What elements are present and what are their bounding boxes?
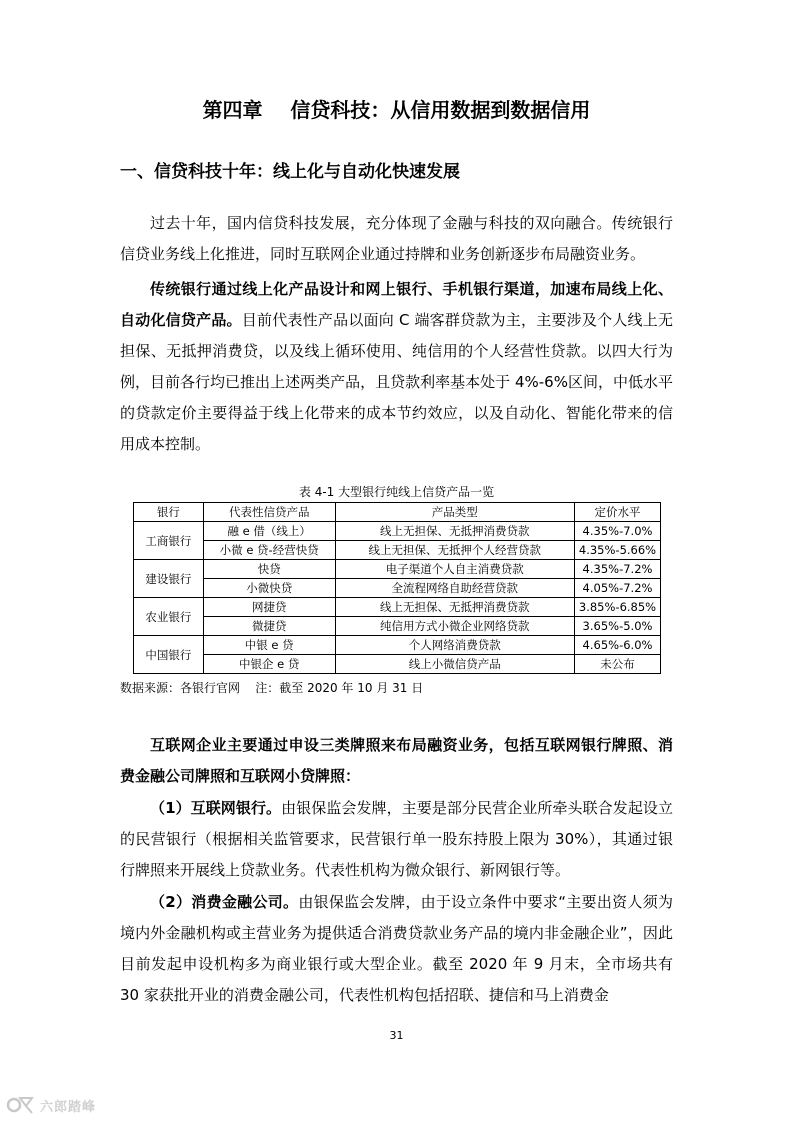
paragraph-traditional-banks xyxy=(120,274,673,460)
page-number: 31 xyxy=(389,1029,404,1042)
watermark-text: 六郎踏峰 xyxy=(40,1099,97,1115)
table-row xyxy=(134,560,661,579)
price-cell: 4.05%-7.2% xyxy=(575,579,661,598)
type-cell: 线上无担保、无抵押个人经营贷款 xyxy=(335,541,574,560)
bank-cell: 工商银行 xyxy=(134,522,204,560)
product-cell: 快贷 xyxy=(203,560,335,579)
type-cell: 纯信用方式小微企业网络贷款 xyxy=(335,617,574,636)
chapter-title: 第四章 信贷科技：从信用数据到数据信用 xyxy=(202,98,591,122)
product-cell: 小微快贷 xyxy=(203,579,335,598)
paragraph-consumer-finance-body: 由银保监会发牌，由于设立条件中要求“主要出资人须为境内外金融机构或主营业务为提供适合消费贷款业务产品的境内非金融企业”，因此目前发起申设机构多为商业银行或大型企业。截至 2020 年 9 月末，全市场共有 30 家获批开业的消费金融公司，代表性机构包括招联、捷信和马上消费金 xyxy=(120,893,673,1004)
table-row xyxy=(134,617,661,636)
paragraph-internet-bank xyxy=(120,793,673,886)
product-cell: 融 e 借（线上） xyxy=(203,522,335,541)
table-row xyxy=(134,522,661,541)
type-cell: 线上小微信贷产品 xyxy=(335,655,574,674)
product-cell: 网捷贷 xyxy=(203,598,335,617)
table-source-note: 数据来源：各银行官网 注：截至 2020 年 10 月 31 日 xyxy=(120,681,424,695)
table-row xyxy=(134,579,661,598)
type-cell: 线上无担保、无抵押消费贷款 xyxy=(335,522,574,541)
bank-cell: 中国银行 xyxy=(134,636,204,674)
type-cell: 电子渠道个人自主消费贷款 xyxy=(335,560,574,579)
price-cell: 4.65%-6.0% xyxy=(575,636,661,655)
price-cell: 4.35%-7.2% xyxy=(575,560,661,579)
product-cell: 小微 e 贷-经营快贷 xyxy=(203,541,335,560)
header-product: 代表性信贷产品 xyxy=(203,503,335,522)
product-cell: 微捷贷 xyxy=(203,617,335,636)
watermark-logo-icon xyxy=(6,1094,36,1116)
table-row xyxy=(134,598,661,617)
price-cell: 4.35%-7.0% xyxy=(575,522,661,541)
table-row xyxy=(134,636,661,655)
price-cell: 3.65%-5.0% xyxy=(575,617,661,636)
paragraph-consumer-finance xyxy=(120,887,673,1011)
paragraph-internet-bank-lead: （1）互联网银行。 xyxy=(150,799,282,817)
type-cell: 全流程网络自助经营贷款 xyxy=(335,579,574,598)
section-title: 一、信贷科技十年：线上化与自动化快速发展 xyxy=(120,162,460,182)
table-row xyxy=(134,655,661,674)
table-row xyxy=(134,541,661,560)
paragraph-internet-firms xyxy=(120,730,673,792)
paragraph-intro-text: 过去十年，国内信贷科技发展，充分体现了金融与科技的双向融合。传统银行信贷业务线上化推进，同时互联网企业通过持牌和业务创新逐步布局融资业务。 xyxy=(120,214,673,263)
price-cell: 4.35%-5.66% xyxy=(575,541,661,560)
header-type: 产品类型 xyxy=(335,503,574,522)
bank-products-table xyxy=(133,502,661,674)
product-cell: 中银企 e 贷 xyxy=(203,655,335,674)
paragraph-traditional-banks-body: 目前代表性产品以面向 C 端客群贷款为主，主要涉及个人线上无担保、无抵押消费贷，以及线上循环使用、纯信用的个人经营性贷款。以四大行为例，目前各行均已推出上述两类产品，且贷款利率基本处于 4%-6%区间，中低水平的贷款定价主要得益于线上化带来的成本节约效应，以及自动化、智能化带来的信用成本控制。 xyxy=(120,311,673,453)
table-header-row xyxy=(134,503,661,522)
bank-cell: 农业银行 xyxy=(134,598,204,636)
type-cell: 线上无担保、无抵押消费贷款 xyxy=(335,598,574,617)
paragraph-internet-bank-body: 由银保监会发牌，主要是部分民营企业所牵头联合发起设立的民营银行（根据相关监管要求，民营银行单一股东持股上限为 30%），其通过银行牌照来开展线上贷款业务。代表性机构为微众银行、新网银行等。 xyxy=(120,799,673,879)
header-bank: 银行 xyxy=(134,503,204,522)
type-cell: 个人网络消费贷款 xyxy=(335,636,574,655)
paragraph-traditional-banks-lead: 传统银行通过线上化产品设计和网上银行、手机银行渠道，加速布局线上化、自动化信贷产品。 xyxy=(120,280,673,329)
price-cell: 3.85%-6.85% xyxy=(575,598,661,617)
bank-cell: 建设银行 xyxy=(134,560,204,598)
header-price: 定价水平 xyxy=(575,503,661,522)
watermark xyxy=(6,1094,96,1116)
price-cell: 未公布 xyxy=(575,655,661,674)
paragraph-intro xyxy=(120,208,673,270)
table-caption: 表 4-1 大型银行纯线上信贷产品一览 xyxy=(298,485,495,499)
paragraph-internet-firms-text: 互联网企业主要通过申设三类牌照来布局融资业务，包括互联网银行牌照、消费金融公司牌照和互联网小贷牌照： xyxy=(120,736,673,785)
product-cell: 中银 e 贷 xyxy=(203,636,335,655)
paragraph-consumer-finance-lead: （2）消费金融公司。 xyxy=(150,893,299,911)
